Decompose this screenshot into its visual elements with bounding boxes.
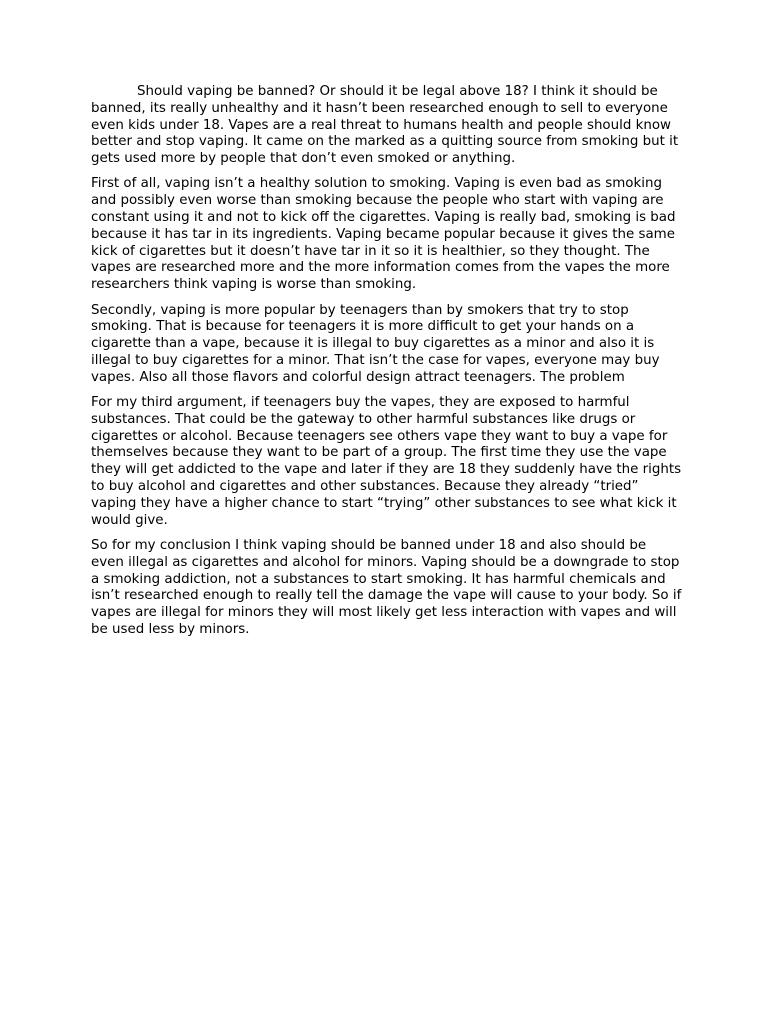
paragraph-third-argument: For my third argument, if teenagers buy the vapes, they are exposed to harmful substances. That could be the gateway to other harmful substances like drugs or cigarettes or alcohol. Because teenagers see others vape they want to buy a vape for themselves because they want to be part of a group. The first time they use the vape they will get addicted to the vape and later if they are 18 they suddenly have the rights to buy alcohol and cigarettes and other substances. Because they already “tried” vaping they have a higher chance to start “trying” other substances to see what kick it would give.	[91, 395, 682, 528]
paragraph-first-argument: First of all, vaping isn’t a healthy solution to smoking. Vaping is even bad as smoking and possibly even worse than smoking because the people who start with vaping are constant using it and not to kick off the cigarettes. Vaping is really bad, smoking is bad because it has tar in its ingredients. Vaping became popular because it gives the same kick of cigarettes but it doesn’t have tar in it so it is healthier, so they thought. The vapes are researched more and the more information comes from the vapes the more researchers think vaping is worse than smoking.	[91, 176, 676, 293]
document-body	[91, 84, 683, 647]
paragraph-second-argument: Secondly, vaping is more popular by teenagers than by smokers that try to stop smoking. That is because for teenagers it is more difficult to get your hands on a cigarette than a vape, because it is illegal to buy cigarettes as a minor and also it is illegal to buy cigarettes for a minor. That isn’t the case for vapes, everyone may buy vapes. Also all those flavors and colorful design attract teenagers. The problem	[91, 302, 660, 385]
paragraph-introduction: Should vaping be banned? Or should it be legal above 18? I think it should be banned, its really unhealthy and it hasn’t been researched enough to sell to everyone even kids under 18. Vapes are a real threat to humans health and people should know better and stop vaping. It came on the marked as a quitting source from smoking but it gets used more by people that don’t even smoked or anything.	[91, 84, 679, 167]
paragraph-conclusion: So for my conclusion I think vaping should be banned under 18 and also should be even illegal as cigarettes and alcohol for minors. Vaping should be a downgrade to stop a smoking addiction, not a substances to start smoking. It has harmful chemicals and isn’t researched enough to really tell the damage the vape will cause to your body. So if vapes are illegal for minors they will most likely get less interaction with vapes and will be used less by minors.	[91, 537, 682, 637]
